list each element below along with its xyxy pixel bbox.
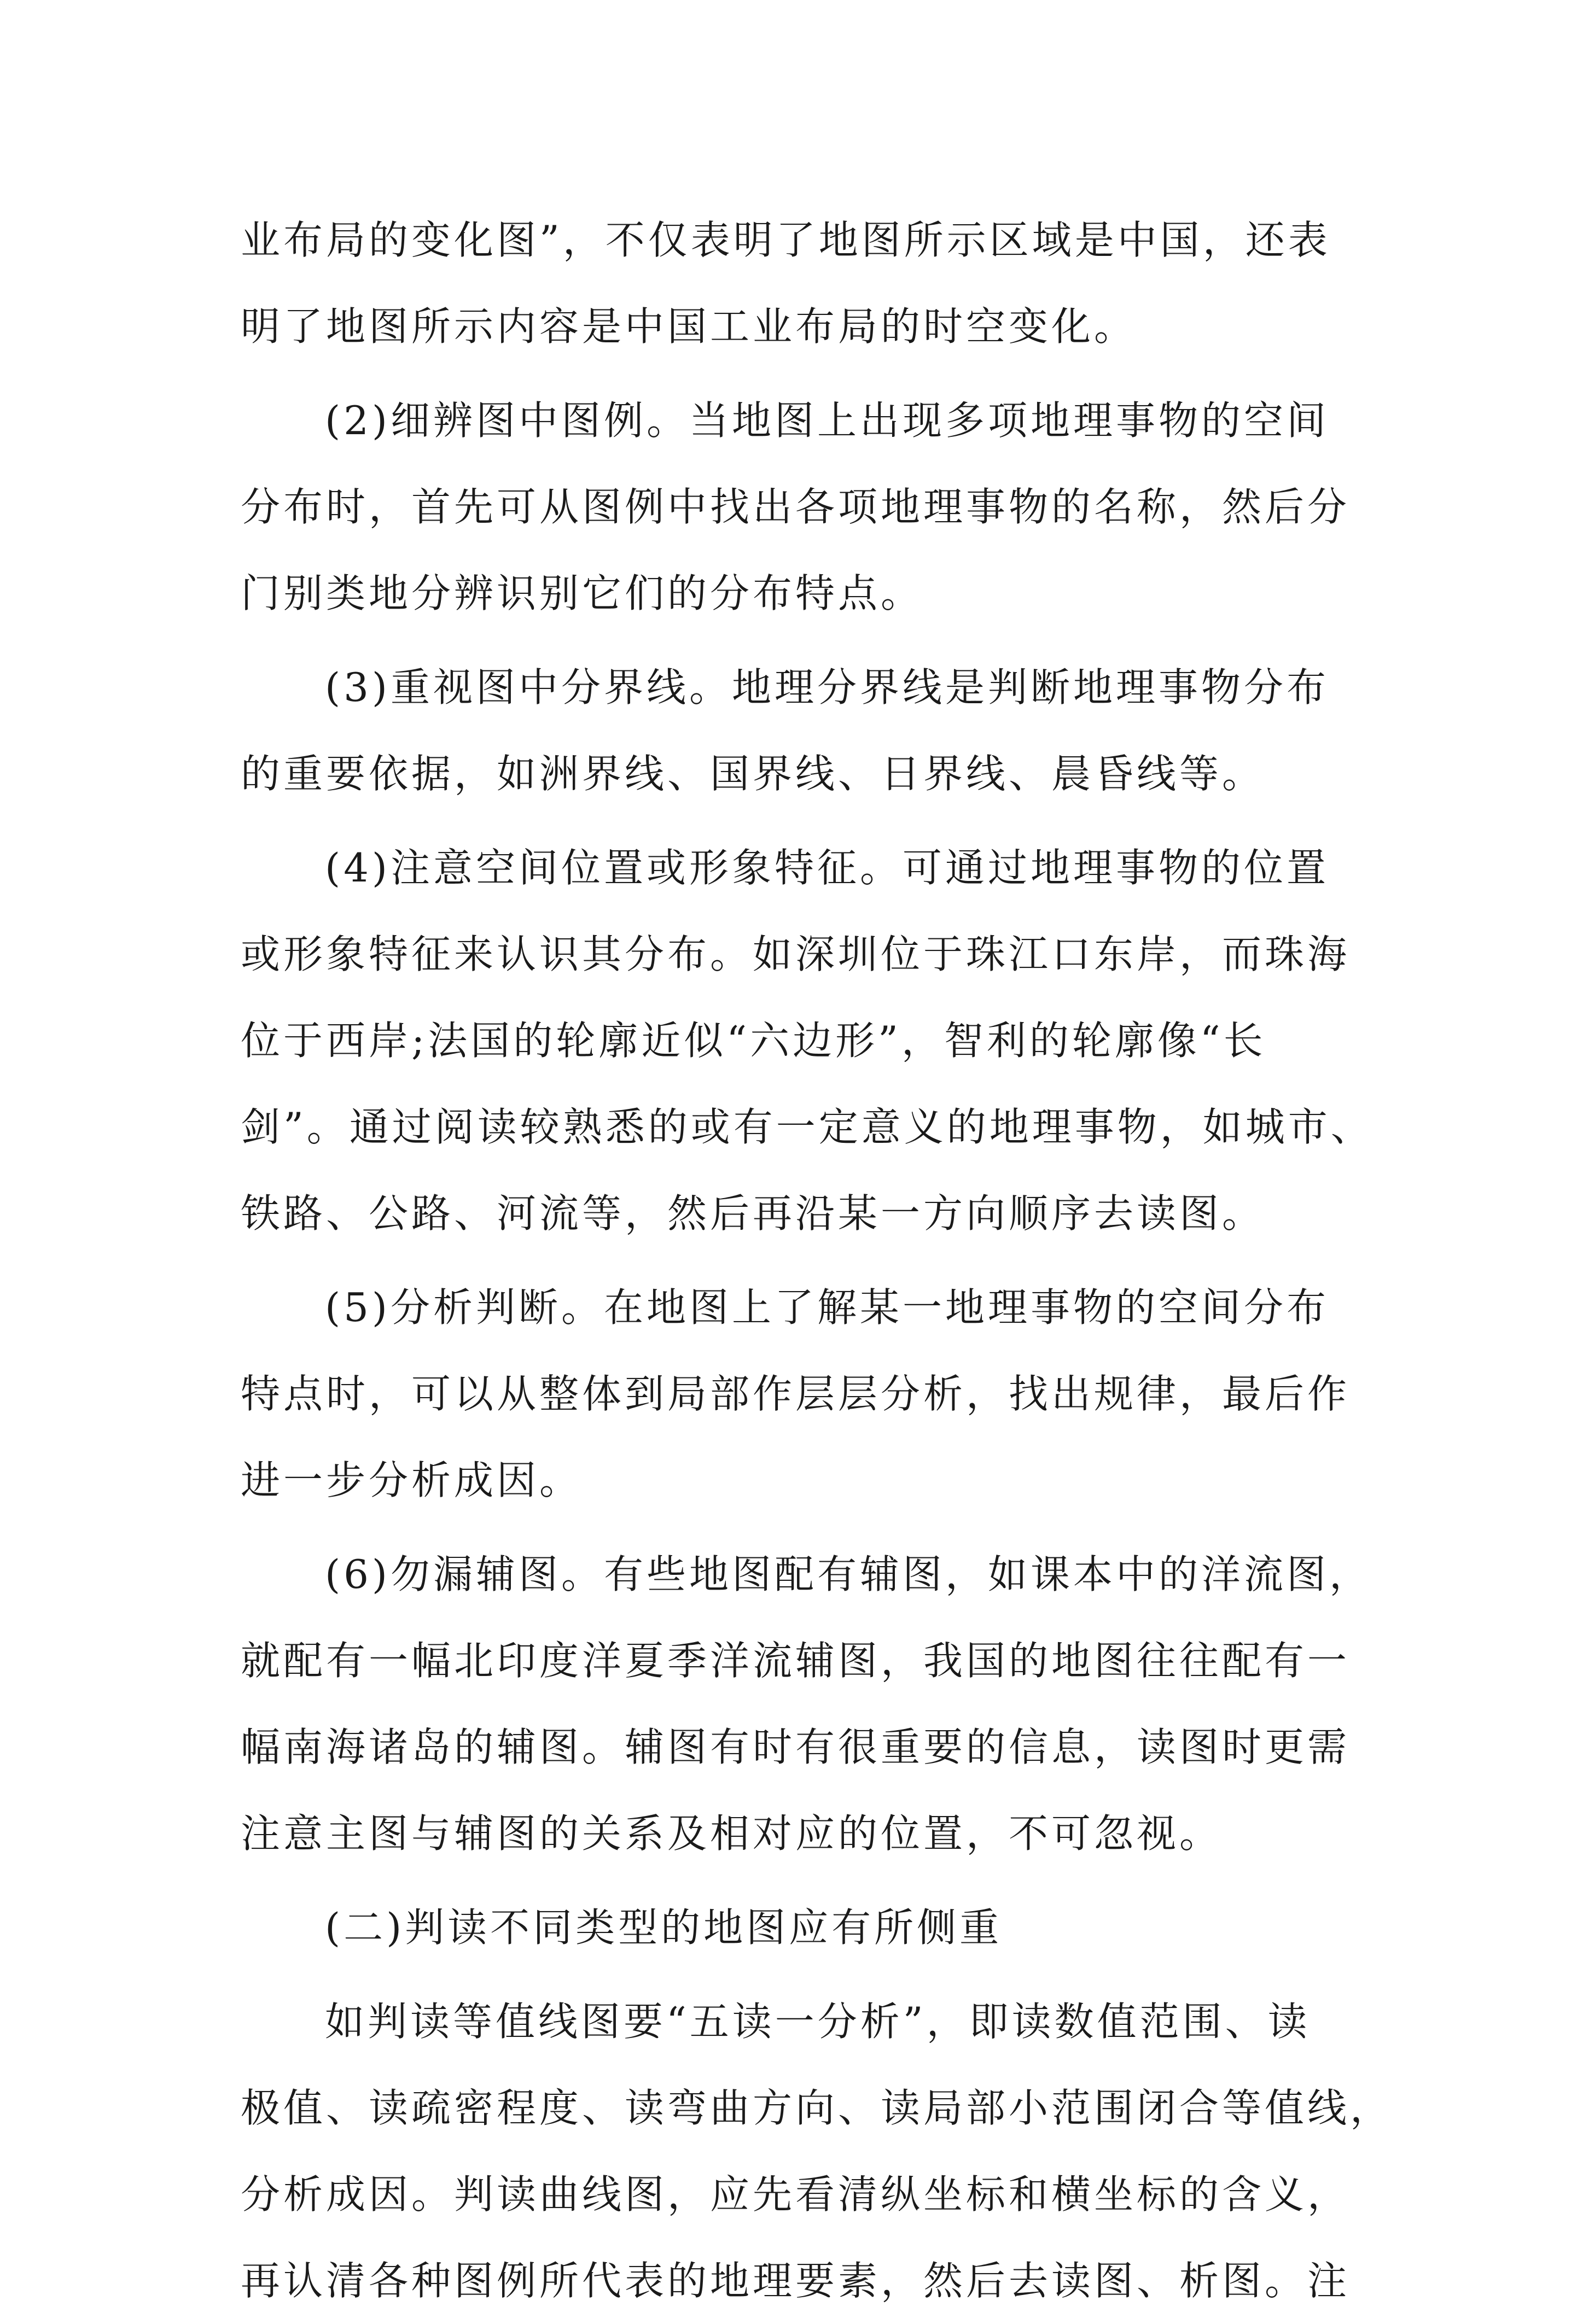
paragraph-start-line: (2)细辨图中图例。当地图上出现多项地理事物的空间: [325, 398, 1329, 443]
text-line: 特点时，可以从整体到局部作层层分析，找出规律，最后作: [241, 1371, 1351, 1417]
text-line: 铁路、公路、河流等，然后再沿某一方向顺序去读图。: [241, 1190, 1265, 1236]
text-line: 门别类地分辨识别它们的分布特点。: [241, 570, 924, 616]
text-line: 位于西岸;法国的轮廓近似“六边形”，智利的轮廓像“长: [241, 1018, 1266, 1064]
text-line: 业布局的变化图”，不仅表明了地图所示区域是中国，还表: [241, 217, 1331, 263]
text-line: 就配有一幅北印度洋夏季洋流辅图，我国的地图往往配有一: [241, 1638, 1351, 1684]
section-heading: (二)判读不同类型的地图应有所侧重: [325, 1905, 1003, 1951]
paragraph-gap: [241, 637, 1357, 644]
paragraph-gap: [241, 817, 1357, 825]
paragraph-start-line: (4)注意空间位置或形象特征。可通过地理事物的位置: [325, 845, 1329, 891]
text-line: 极值、读疏密程度、读弯曲方向、读局部小范围闭合等值线，: [241, 2085, 1393, 2131]
text-line: 的重要依据，如洲界线、国界线、日界线、晨昏线等。: [241, 751, 1265, 797]
text-line: 剑”。通过阅读较熟悉的或有一定意义的地理事物，如城市、: [241, 1104, 1374, 1150]
paragraph-gap: [241, 370, 1357, 377]
text-line: 明了地图所示内容是中国工业布局的时空变化。: [241, 303, 1137, 349]
paragraph-gap: [241, 1257, 1357, 1264]
paragraph-start-line: (6)勿漏辅图。有些地图配有辅图，如课本中的洋流图，: [325, 1551, 1372, 1597]
text-line: 注意主图与辅图的关系及相对应的位置，不可忽视。: [241, 1811, 1223, 1856]
paragraph-gap: [241, 1971, 1357, 1978]
paragraph-start-line: (3)重视图中分界线。地理分界线是判断地理事物分布: [325, 664, 1329, 710]
text-line: 进一步分析成因。: [241, 1457, 583, 1503]
text-line: 分布时，首先可从图例中找出各项地理事物的名称，然后分: [241, 484, 1351, 530]
text-line: 或形象特征来认识其分布。如深圳位于珠江口东岸，而珠海: [241, 931, 1351, 977]
document-body: [241, 197, 1393, 2324]
paragraph-gap: [241, 1877, 1357, 1884]
paragraph-start-line: 如判读等值线图要“五读一分析”，即读数值范围、读: [325, 1999, 1311, 2045]
paragraph-gap: [241, 1523, 1357, 1531]
text-line: 分析成因。判读曲线图，应先看清纵坐标和横坐标的含义，: [241, 2171, 1351, 2217]
paragraph-start-line: (5)分析判断。在地图上了解某一地理事物的空间分布: [325, 1284, 1329, 1330]
text-line: 再认清各种图例所代表的地理要素，然后去读图、析图。注: [241, 2258, 1351, 2304]
text-line: 幅南海诸岛的辅图。辅图有时有很重要的信息，读图时更需: [241, 1724, 1351, 1770]
